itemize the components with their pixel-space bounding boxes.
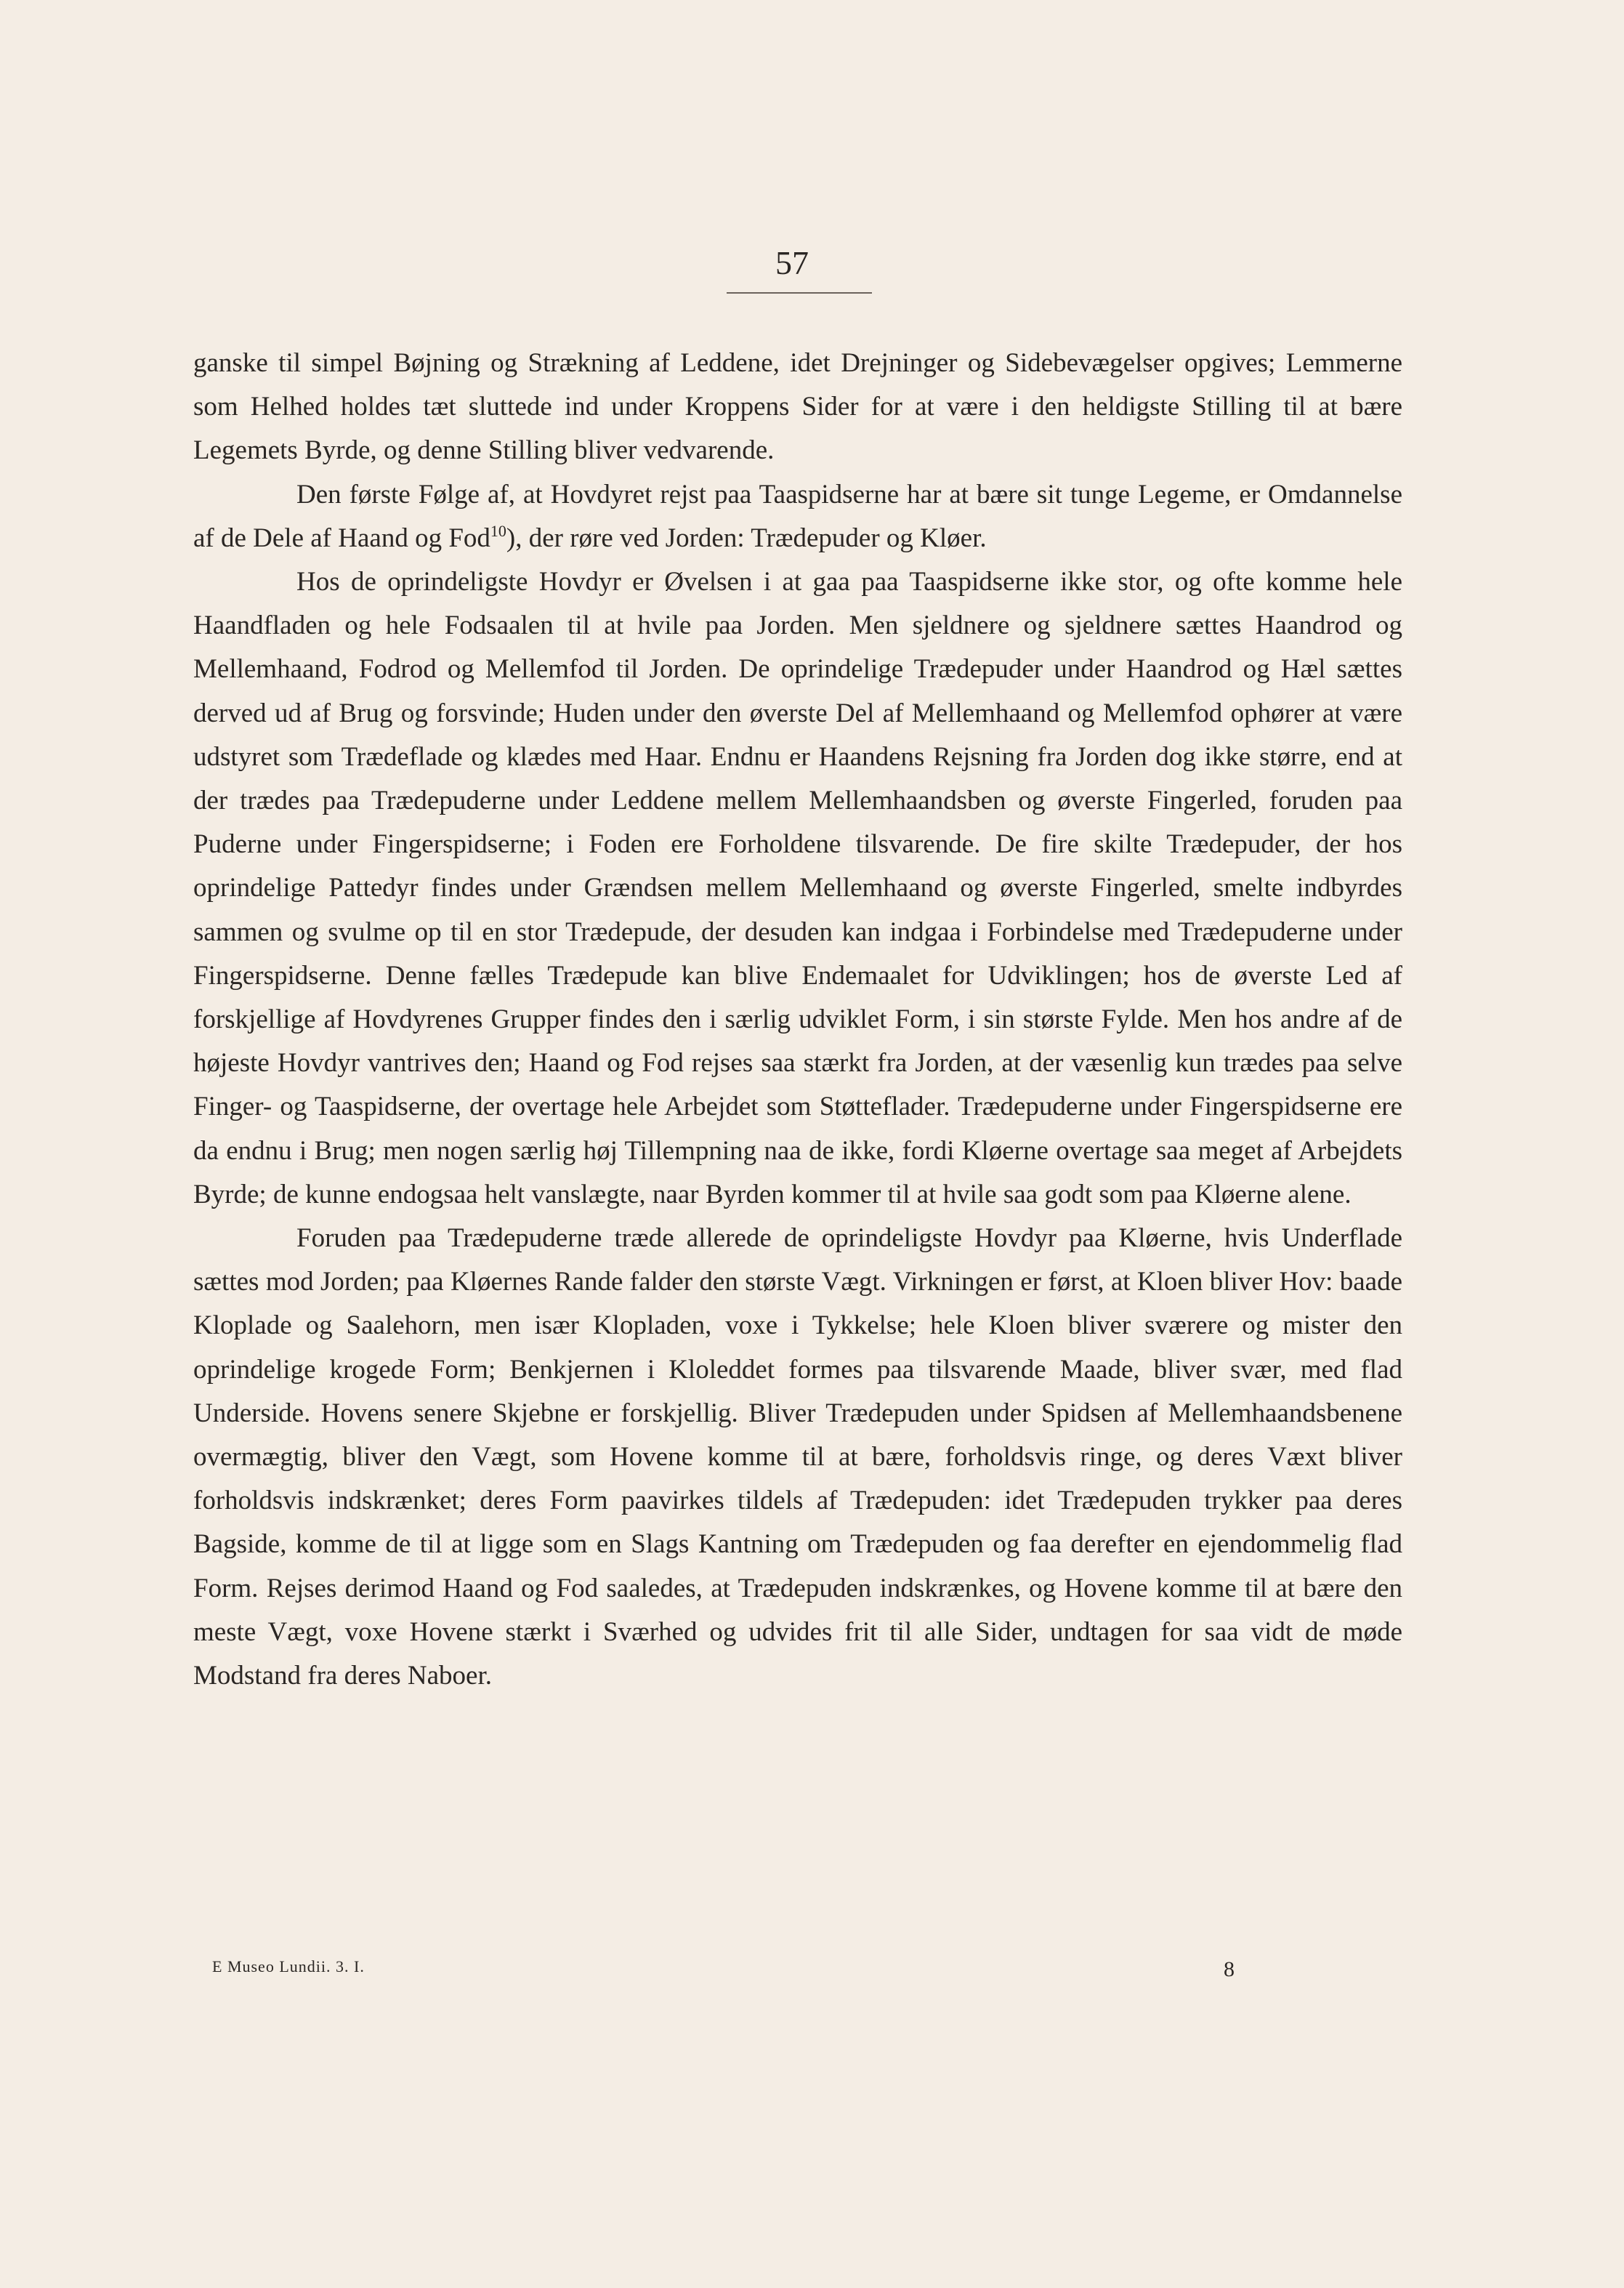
paragraph-text: Den første Følge af, at Hovdyret rejst paa Taaspidserne har at bære sit tunge Legeme, er Omdannelse af de Dele af Haand og Fod	[193, 479, 1402, 553]
paragraph-1	[193, 342, 1402, 473]
paragraph-3	[193, 560, 1402, 1217]
page-number-rule	[727, 292, 872, 294]
paragraph-2	[193, 473, 1402, 560]
footer-imprint: E Museo Lundii. 3. I.	[212, 1957, 365, 1975]
paragraph-text: ganske til simpel Bøjning og Strækning af Leddene, idet Drejninger og Sidebevægelser opgives; Lemmerne som Helhed holdes tæt sluttede ind under Kroppens Sider for at være i den heldigste Stilling til at bære Legemets Byrde, og denne Stilling bliver vedvarende.	[193, 348, 1402, 466]
body-text	[193, 342, 1402, 1698]
footnote-reference: 10	[490, 521, 506, 540]
page-number: 57	[775, 244, 809, 281]
paragraph-text: Hos de oprindeligste Hovdyr er Øvelsen i at gaa paa Taaspidserne ikke stor, og ofte komme hele Haandfladen og hele Fodsaalen til at hvile paa Jorden. Men sjeldnere og sjeldnere sættes Haandrod og Mellemhaand, Fodrod og Mellemfod til Jorden. De oprindelige Trædepuder under Haandrod og Hæl sættes derved ud af Brug og forsvinde; Huden under den øverste Del af Mellemhaand og Mellemfod ophører at være udstyret som Trædeflade og klædes med Haar. Endnu er Haandens Rejsning fra Jorden dog ikke større, end at der trædes paa Trædepuderne under Leddene mellem Mellemhaandsben og øverste Fingerled, foruden paa Puderne under Fingerspidserne; i Foden ere Forholdene tilsvarende. De fire skilte Trædepuder, der hos oprindelige Pattedyr findes under Grændsen mellem Mellemhaand og øverste Fingerled, smelte indbyrdes sammen og svulme op til en stor Trædepude, der desuden kan indgaa i Forbindelse med Trædepuderne under Fingerspidserne. Denne fælles Trædepude kan blive Endemaalet for Udviklingen; hos de øverste Led af forskjellige af Hovdyrenes Grupper findes den i særlig udviklet Form, i sin største Fylde. Men hos andre af de højeste Hovdyr vantrives den; Haand og Fod rejses saa stærkt fra Jorden, at der væsenlig kun trædes paa selve Finger- og Taaspidserne, der overtage hele Arbejdet som Støtteflader. Trædepuderne under Fingerspidserne ere da endnu i Brug; men nogen særlig høj Tillempning naa de ikke, fordi Kløerne overtage saa meget af Arbejdets Byrde; de kunne endogsaa helt vanslægte, naar Byrden kommer til at hvile saa godt som paa Kløerne alene.	[193, 567, 1402, 1209]
signature-mark: 8	[1224, 1957, 1235, 1981]
paragraph-text-continued: ), der røre ved Jorden: Trædepuder og Kløer.	[506, 523, 987, 553]
paragraph-4	[193, 1217, 1402, 1698]
paragraph-text: Foruden paa Trædepuderne træde allerede de oprindeligste Hovdyr paa Kløerne, hvis Underflade sættes mod Jorden; paa Kløernes Rande falder den største Vægt. Virkningen er først, at Kloen bliver Hov: baade Kloplade og Saalehorn, men især Klopladen, voxe i Tykkelse; hele Kloen bliver sværere og mister den oprindelige krogede Form; Benkjernen i Kloleddet formes paa tilsvarende Maade, bliver svær, med flad Underside. Hovens senere Skjebne er forskjellig. Bliver Trædepuden under Spidsen af Mellemhaandsbenene overmægtig, bliver den Vægt, som Hovene komme til at bære, forholdsvis ringe, og deres Væxt bliver forholdsvis indskrænket; deres Form paavirkes tildels af Trædepuden: idet Trædepuden trykker paa deres Bagside, komme de til at ligge som en Slags Kantning om Trædepuden og faa derefter en ejendommelig flad Form. Rejses derimod Haand og Fod saaledes, at Trædepuden indskrænkes, og Hovene komme til at bære den meste Vægt, voxe Hovene stærkt i Sværhed og udvides frit til alle Sider, undtagen for saa vidt de møde Modstand fra deres Naboer.	[193, 1223, 1402, 1691]
